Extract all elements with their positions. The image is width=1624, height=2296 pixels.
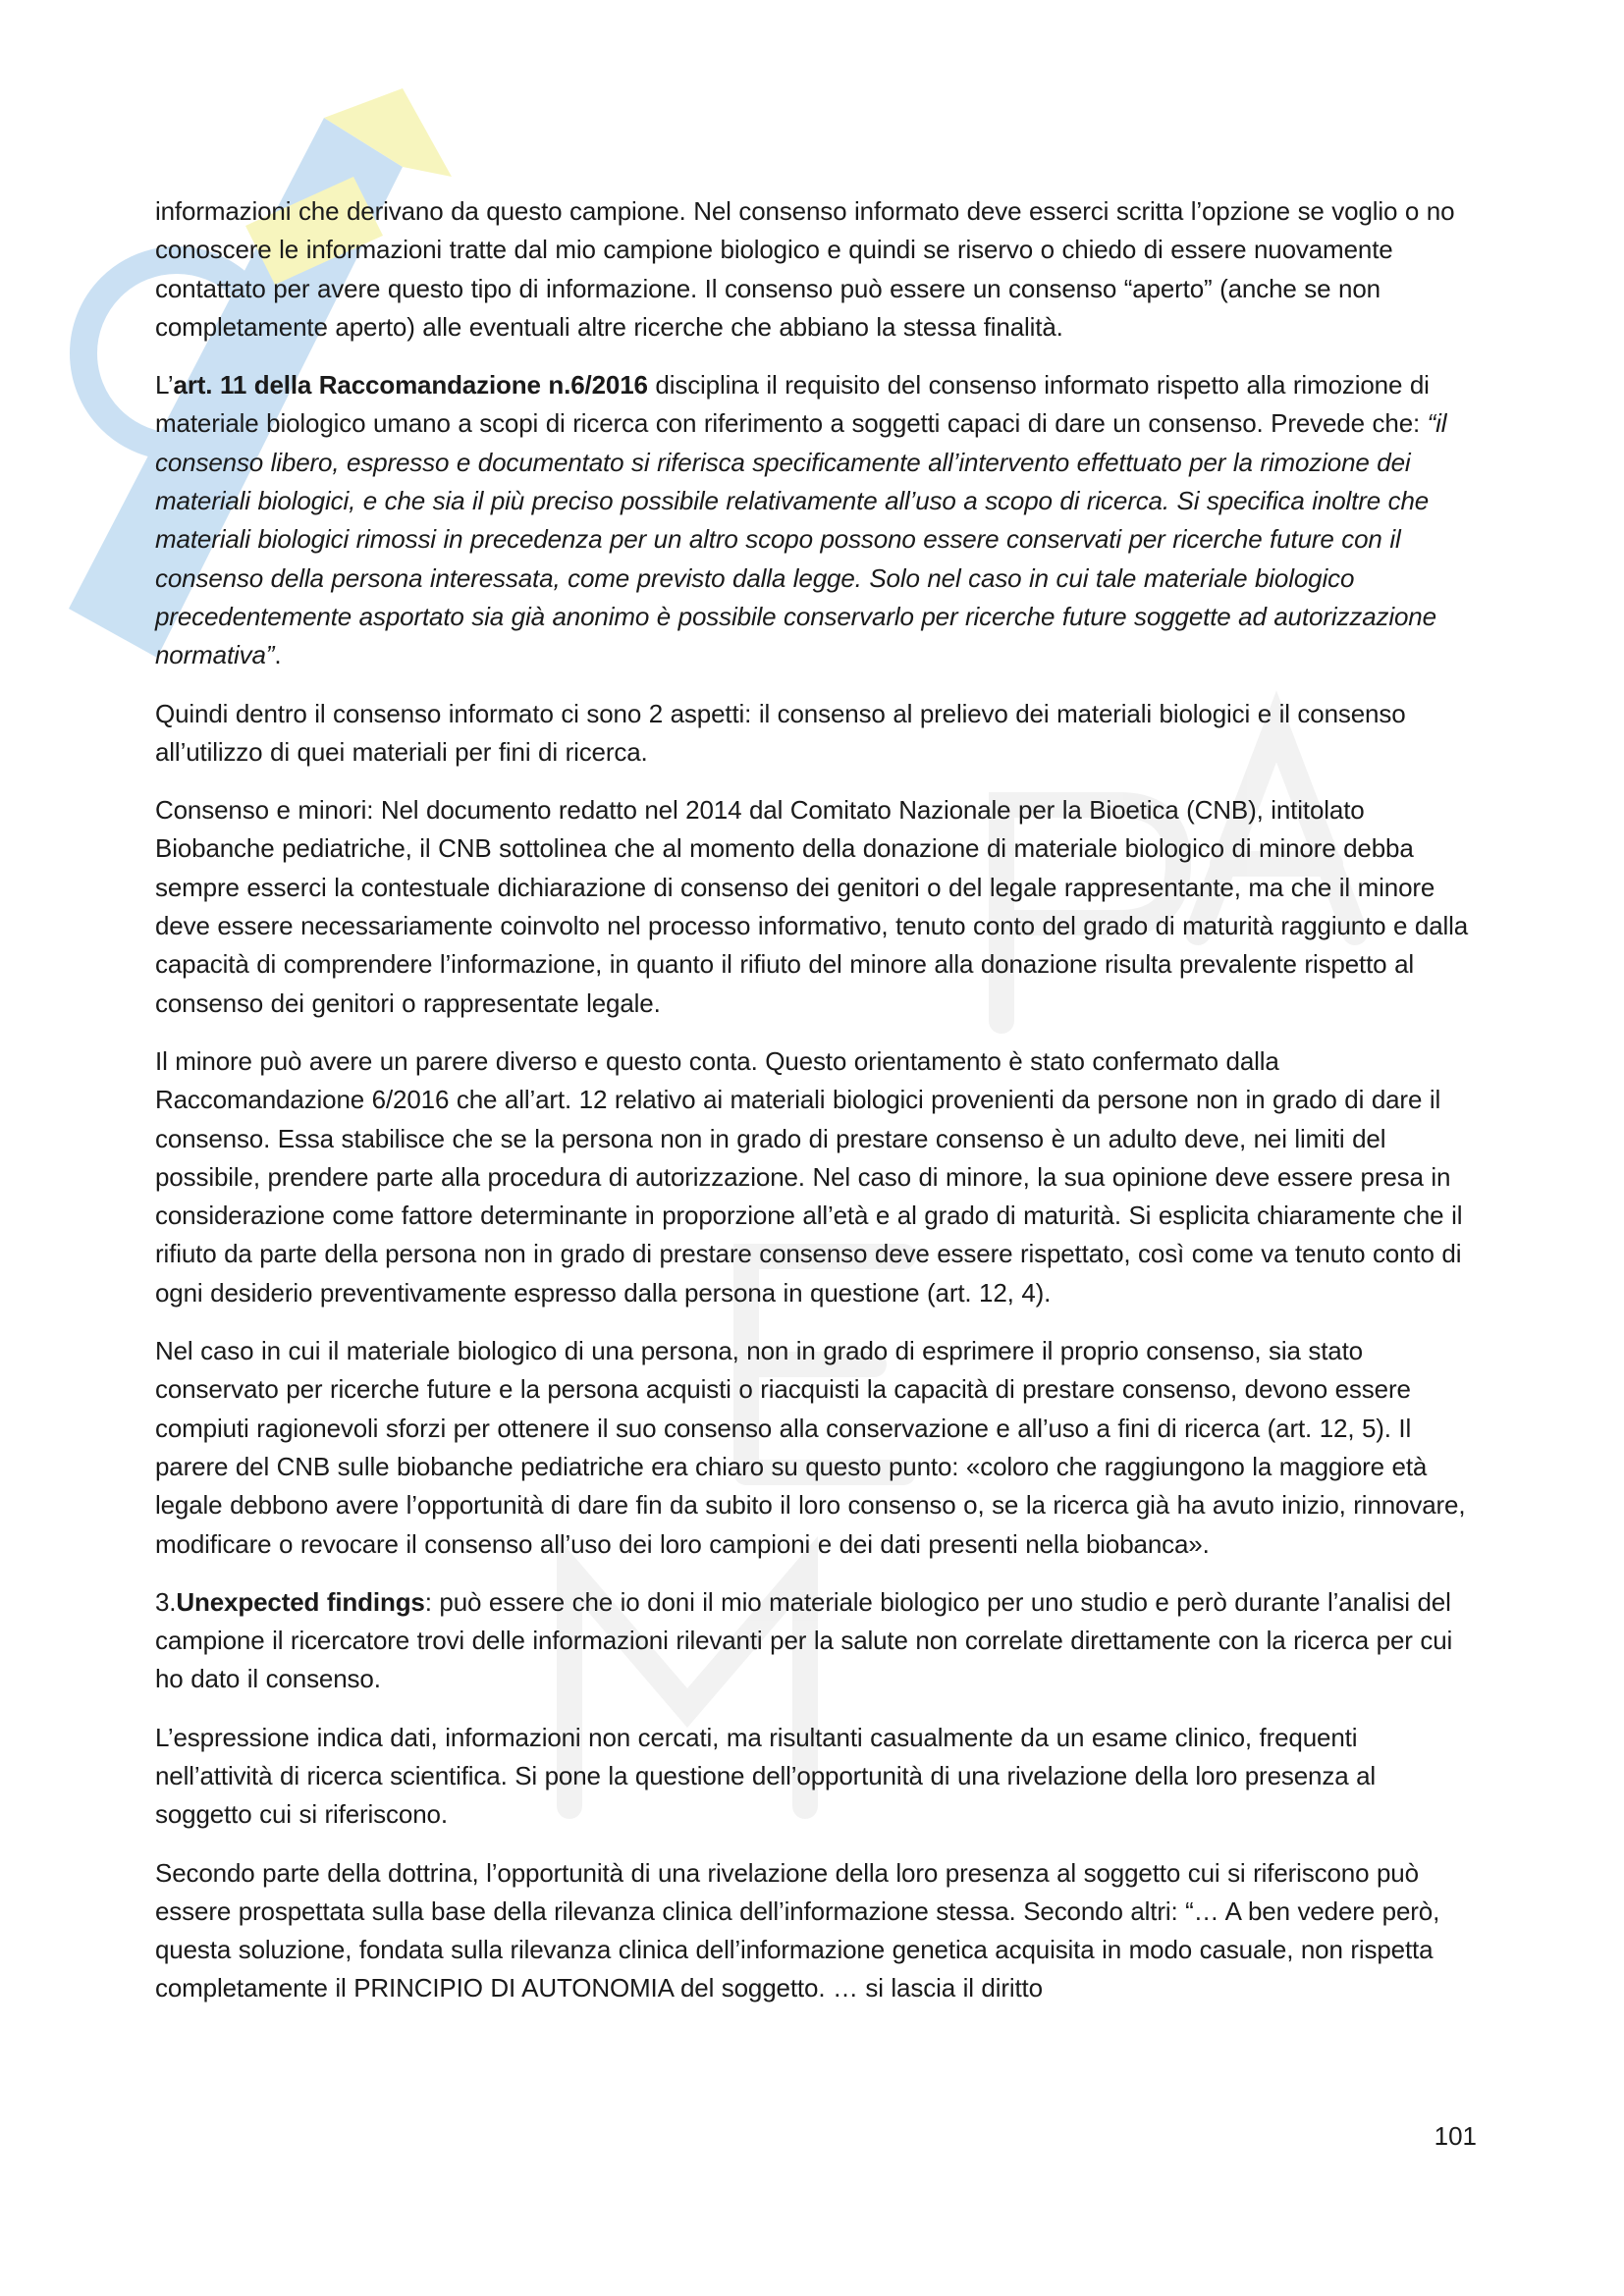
paragraph-6 <box>155 1332 1471 1564</box>
page-number: 101 <box>1434 2121 1477 2151</box>
document-body <box>155 192 1471 2028</box>
paragraph-4-text: Consenso e minori: Nel documento redatto nel 2014 dal Comitato Nazionale per la Bioetica (CNB), intitolato Biobanche pediatriche, il CNB sottolinea che al momento della donazione di materiale biologico di minore debba sempre esserci la contestuale dichiarazione di consenso dei genitori o del legale rappresentante, ma che il minore deve essere necessariamente coinvolto nel processo informativo, tenuto conto del grado di maturità raggiunto e dalla capacità di comprendere l’informazione, in quanto il rifiuto del minore alla donazione risulta prevalente rispetto al consenso dei genitori o rappresentate legale. <box>155 795 1469 1018</box>
paragraph-9-text: Secondo parte della dottrina, l’opportunità di una rivelazione della loro presenza al soggetto cui si riferiscono può essere prospettata sulla base della rilevanza clinica dell’informazione stessa. Secondo altri: “… A ben vedere però, questa soluzione, fondata sulla rilevanza clinica dell’informazione genetica acquisita in modo casuale, non rispetta completamente il PRINCIPIO DI AUTONOMIA del soggetto. … si lascia il diritto <box>155 1857 1440 2003</box>
paragraph-1-text: informazioni che derivano da questo campione. Nel consenso informato deve esserci scritta l’opzione se voglio o no conoscere le informazioni tratte dal mio campione biologico e quindi se riservo o chiedo di essere nuovamente contattato per avere questo tipo di informazione. Il consenso può essere un consenso “aperto” (anche se non completamente aperto) alle eventuali altre ricerche che abbiano la stessa finalità. <box>155 196 1455 342</box>
paragraph-1 <box>155 192 1471 347</box>
paragraph-9 <box>155 1854 1471 2008</box>
paragraph-4 <box>155 791 1471 1023</box>
paragraph-8 <box>155 1719 1471 1835</box>
paragraph-2-lead: L’ <box>155 370 174 400</box>
paragraph-3 <box>155 695 1471 773</box>
paragraph-8-text: L’espressione indica dati, informazioni non cercati, ma risultanti casualmente da un esame clinico, frequenti nell’attività di ricerca scientifica. Si pone la questione dell’opportunità di una rivelazione della loro presenza al soggetto cui si riferiscono. <box>155 1722 1377 1830</box>
paragraph-2 <box>155 366 1471 674</box>
paragraph-7 <box>155 1583 1471 1699</box>
paragraph-2-quote: “il consenso libero, espresso e documentato si riferisca specificamente all’intervento effettuato per la rimozione dei materiali biologici, e che sia il più preciso possibile relativamente all’uso a scopo di ricerca. Si specifica inoltre che materiali biologici rimossi in precedenza per un altro scopo possono essere conservati per ricerche future con il consenso della persona interessata, come previsto dalla legge. Solo nel caso in cui tale materiale biologico precedentemente asportato sia già anonimo è possibile conservarlo per ricerche future soggette ad autorizzazione normativa” <box>155 408 1447 670</box>
paragraph-5-text: Il minore può avere un parere diverso e questo conta. Questo orientamento è stato confermato dalla Raccomandazione 6/2016 che all’art. 12 relativo ai materiali biologici provenienti da persone non in grado di dare il consenso. Essa stabilisce che se la persona non in grado di prestare consenso è un adulto deve, nei limiti del possibile, prendere parte alla procedura di autorizzazione. Nel caso di minore, la sua opinione deve essere presa in considerazione come fattore determinante in proporzione all’età e al grado di maturità. Si esplicita chiaramente che il rifiuto da parte della persona non in grado di prestare consenso deve essere rispettato, così come va tenuto conto di ogni desiderio preventivamente espresso dalla persona in questione (art. 12, 4). <box>155 1045 1463 1308</box>
paragraph-5 <box>155 1042 1471 1312</box>
paragraph-7-heading: Unexpected findings <box>176 1586 425 1617</box>
paragraph-2-middle: disciplina il requisito del consenso informato rispetto alla rimozione di materiale biologico umano a scopi di ricerca con riferimento a soggetti capaci di dare un consenso. Prevede che: <box>155 370 1430 439</box>
paragraph-3-text: Quindi dentro il consenso informato ci sono 2 aspetti: il consenso al prelievo dei materiali biologici e il consenso all’utilizzo di quei materiali per fini di ricerca. <box>155 698 1406 767</box>
paragraph-2-end: . <box>274 640 282 670</box>
paragraph-2-bold-reference: art. 11 della Raccomandazione n.6/2016 <box>173 370 648 400</box>
paragraph-6-text: Nel caso in cui il materiale biologico di una persona, non in grado di esprimere il proprio consenso, sia stato conservato per ricerche future e la persona acquisti o riacquisti la capacità di prestare consenso, devono essere compiuti ragionevoli sforzi per ottenere il suo consenso alla conservazione e all’uso a fini di ricerca (art. 12, 5). Il parere del CNB sulle biobanche pediatriche era chiaro su questo punto: «coloro che raggiungono la maggiore età legale debbono avere l’opportunità di dare fin da subito il loro consenso o, se la ricerca già ha avuto inizio, rinnovare, modificare o revocare il consenso all’uso dei loro campioni e dei dati presenti nella biobanca». <box>155 1336 1466 1559</box>
paragraph-7-text: : può essere che io doni il mio materiale biologico per uno studio e però durante l’analisi del campione il ricercatore trovi delle informazioni rilevanti per la salute non correlate direttamente con la ricerca per cui ho dato il consenso. <box>155 1586 1453 1694</box>
paragraph-7-number: 3. <box>155 1586 177 1617</box>
